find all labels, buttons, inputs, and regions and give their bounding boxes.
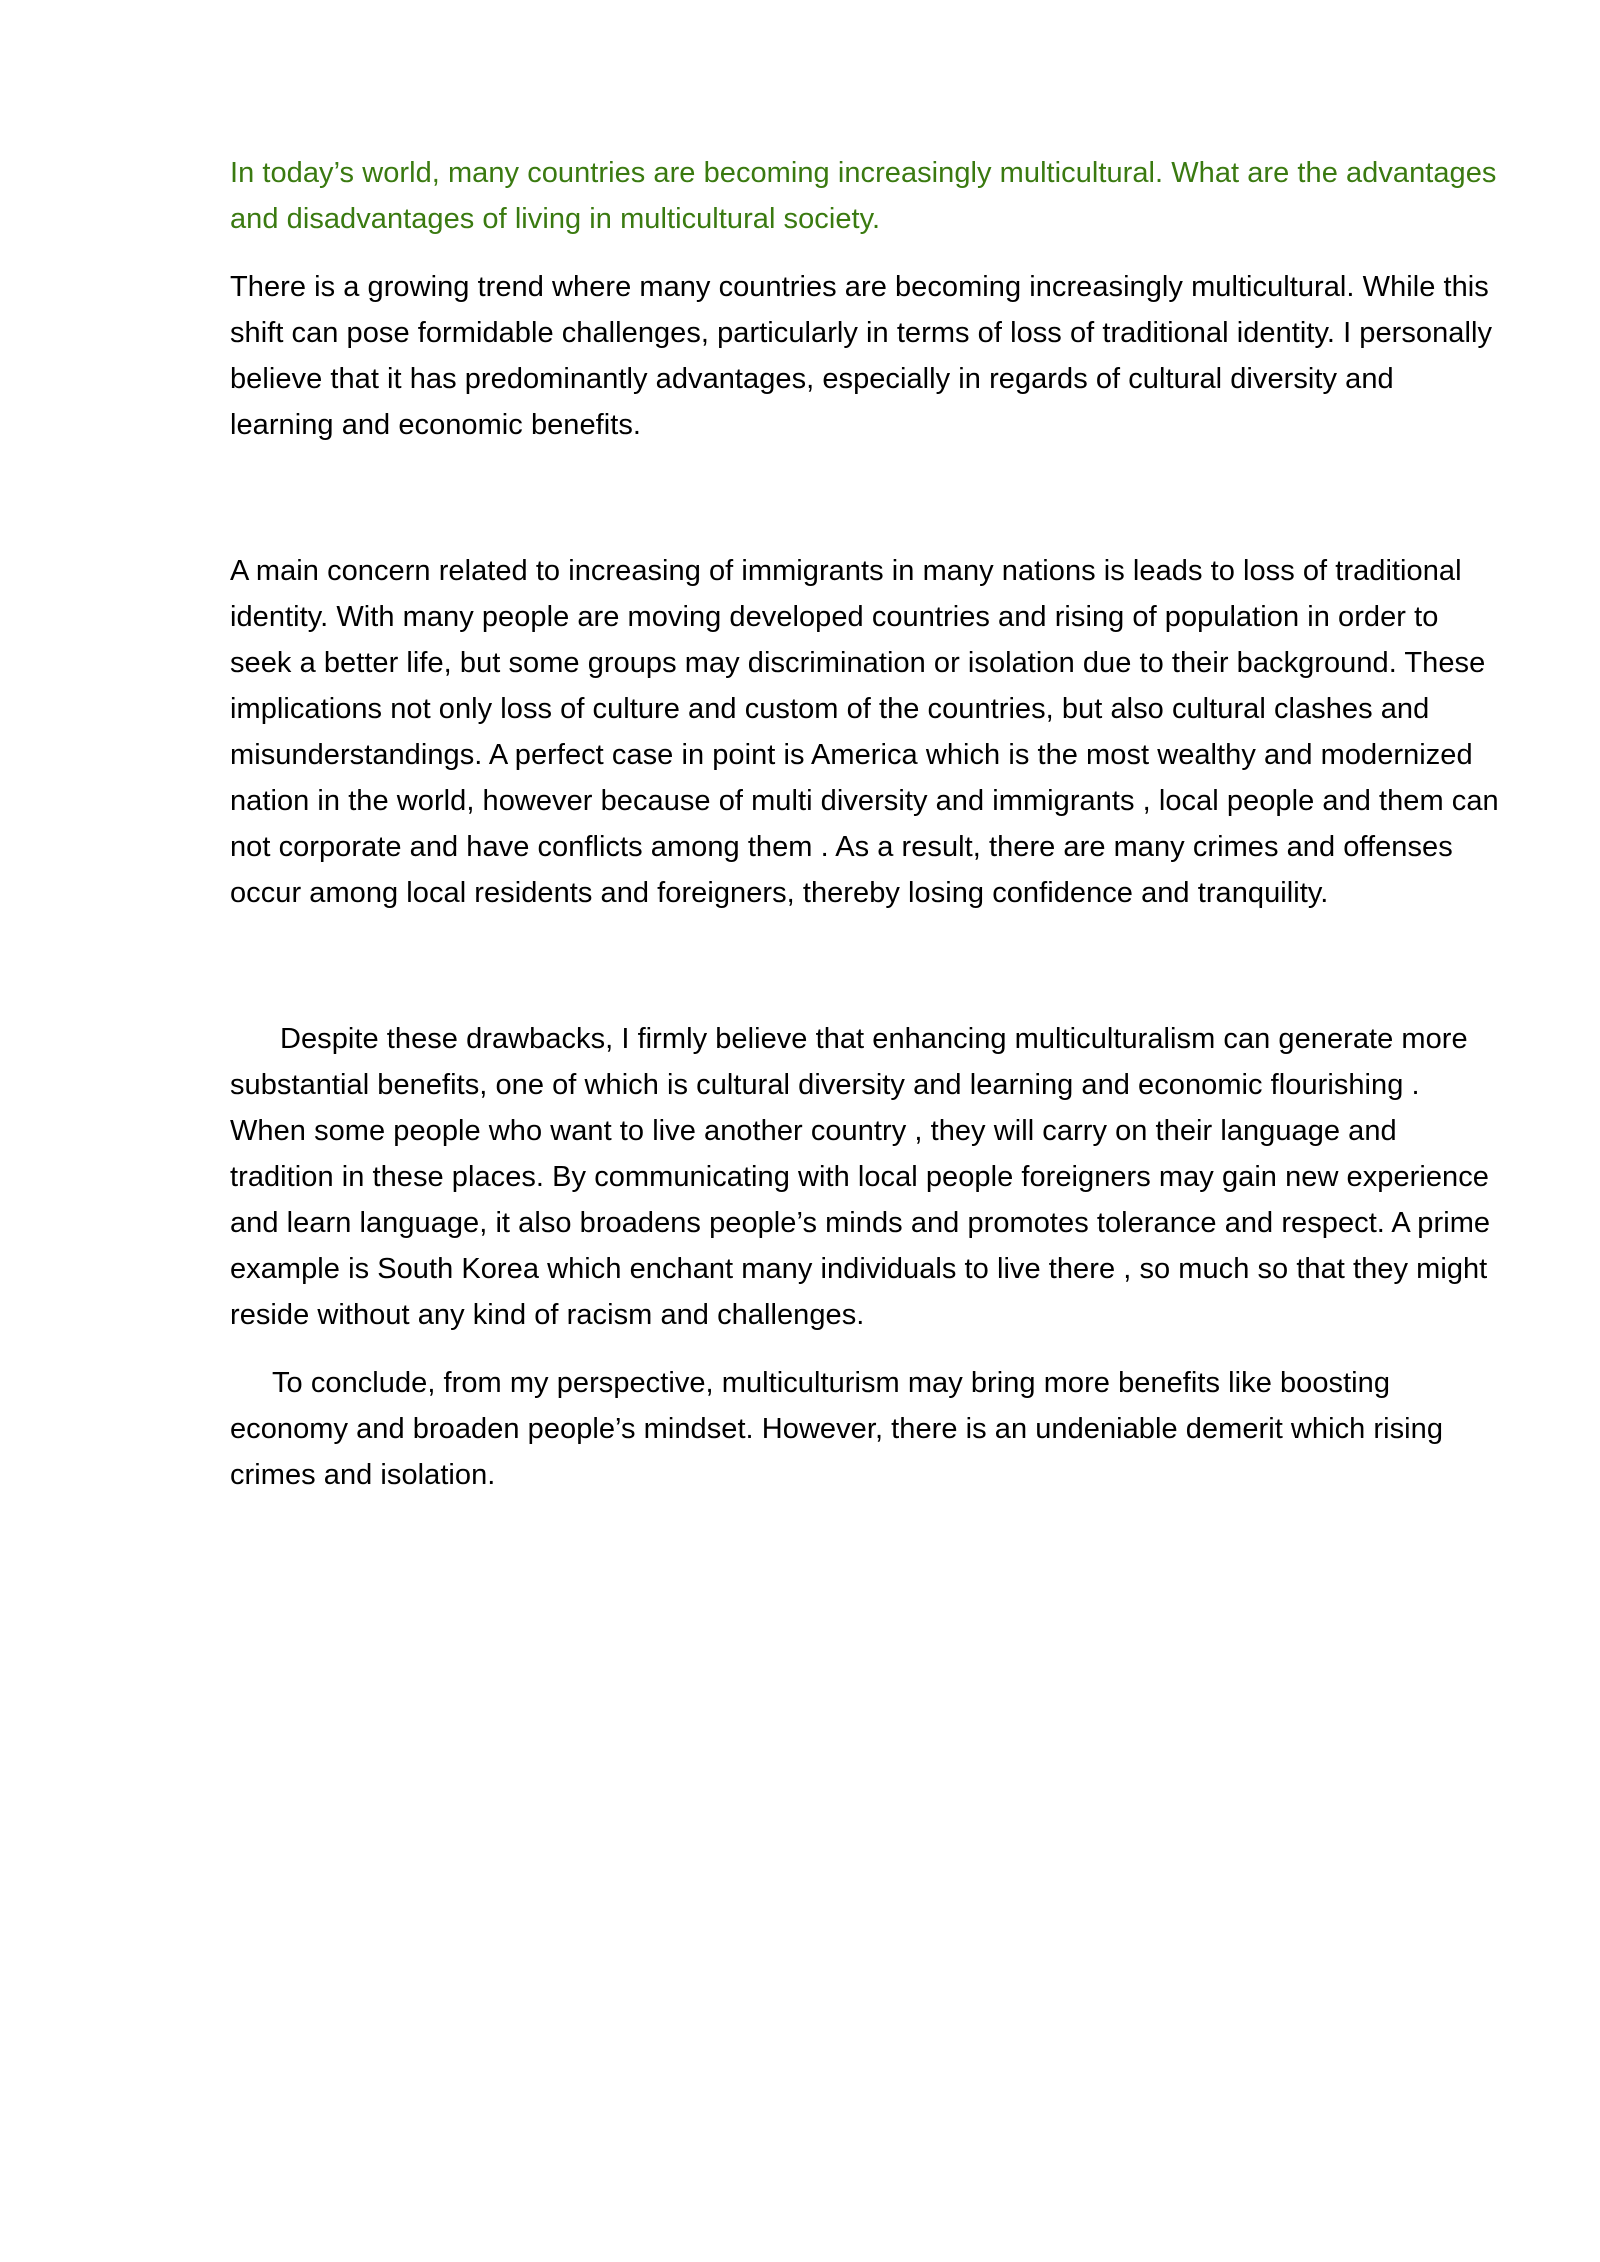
- document-body: [230, 150, 1500, 1498]
- essay-question: In today’s world, many countries are becoming increasingly multicultural. What are the advantages and disadvantages of living in multicultural society.: [230, 157, 1497, 235]
- paragraph-spacer: [230, 1338, 1500, 1360]
- introduction-paragraph: There is a growing trend where many countries are becoming increasingly multicultural. While this shift can pose formidable challenges, particularly in terms of loss of traditional identity. I personally believe that it has predominantly advantages, especially in regards of cultural diversity and learning and economic benefits.: [230, 271, 1492, 441]
- body-paragraph-advantages: Despite these drawbacks, I firmly believe that enhancing multiculturalism can generate more substantial benefits, one of which is cultural diversity and learning and economic flourishing . When some people who want to live another country , they will carry on their language and tradition in these places. By communicating with local people foreigners may gain new experience and learn language, it also broadens people’s minds and promotes tolerance and respect. A prime example is South Korea which enchant many individuals to live there , so much so that they might reside without any kind of racism and challenges.: [230, 1023, 1491, 1331]
- conclusion-paragraph: To conclude, from my perspective, multiculturism may bring more benefits like boosting economy and broaden people’s mindset. However, there is an undeniable demerit which rising crimes and isolation.: [230, 1367, 1444, 1491]
- body-paragraph-disadvantages: A main concern related to increasing of immigrants in many nations is leads to loss of traditional identity. With many people are moving developed countries and rising of population in order to seek a better life, but some groups may discrimination or isolation due to their background. These implications not only loss of culture and custom of the countries, but also cultural clashes and misunderstandings. A perfect case in point is America which is the most wealthy and modernized nation in the world, however because of multi diversity and immigrants , local people and them can not corporate and have conflicts among them . As a result, there are many crimes and offenses occur among local residents and foreigners, thereby losing confidence and tranquility.: [230, 555, 1499, 909]
- paragraph-spacer: [230, 916, 1500, 1016]
- paragraph-spacer: [230, 448, 1500, 548]
